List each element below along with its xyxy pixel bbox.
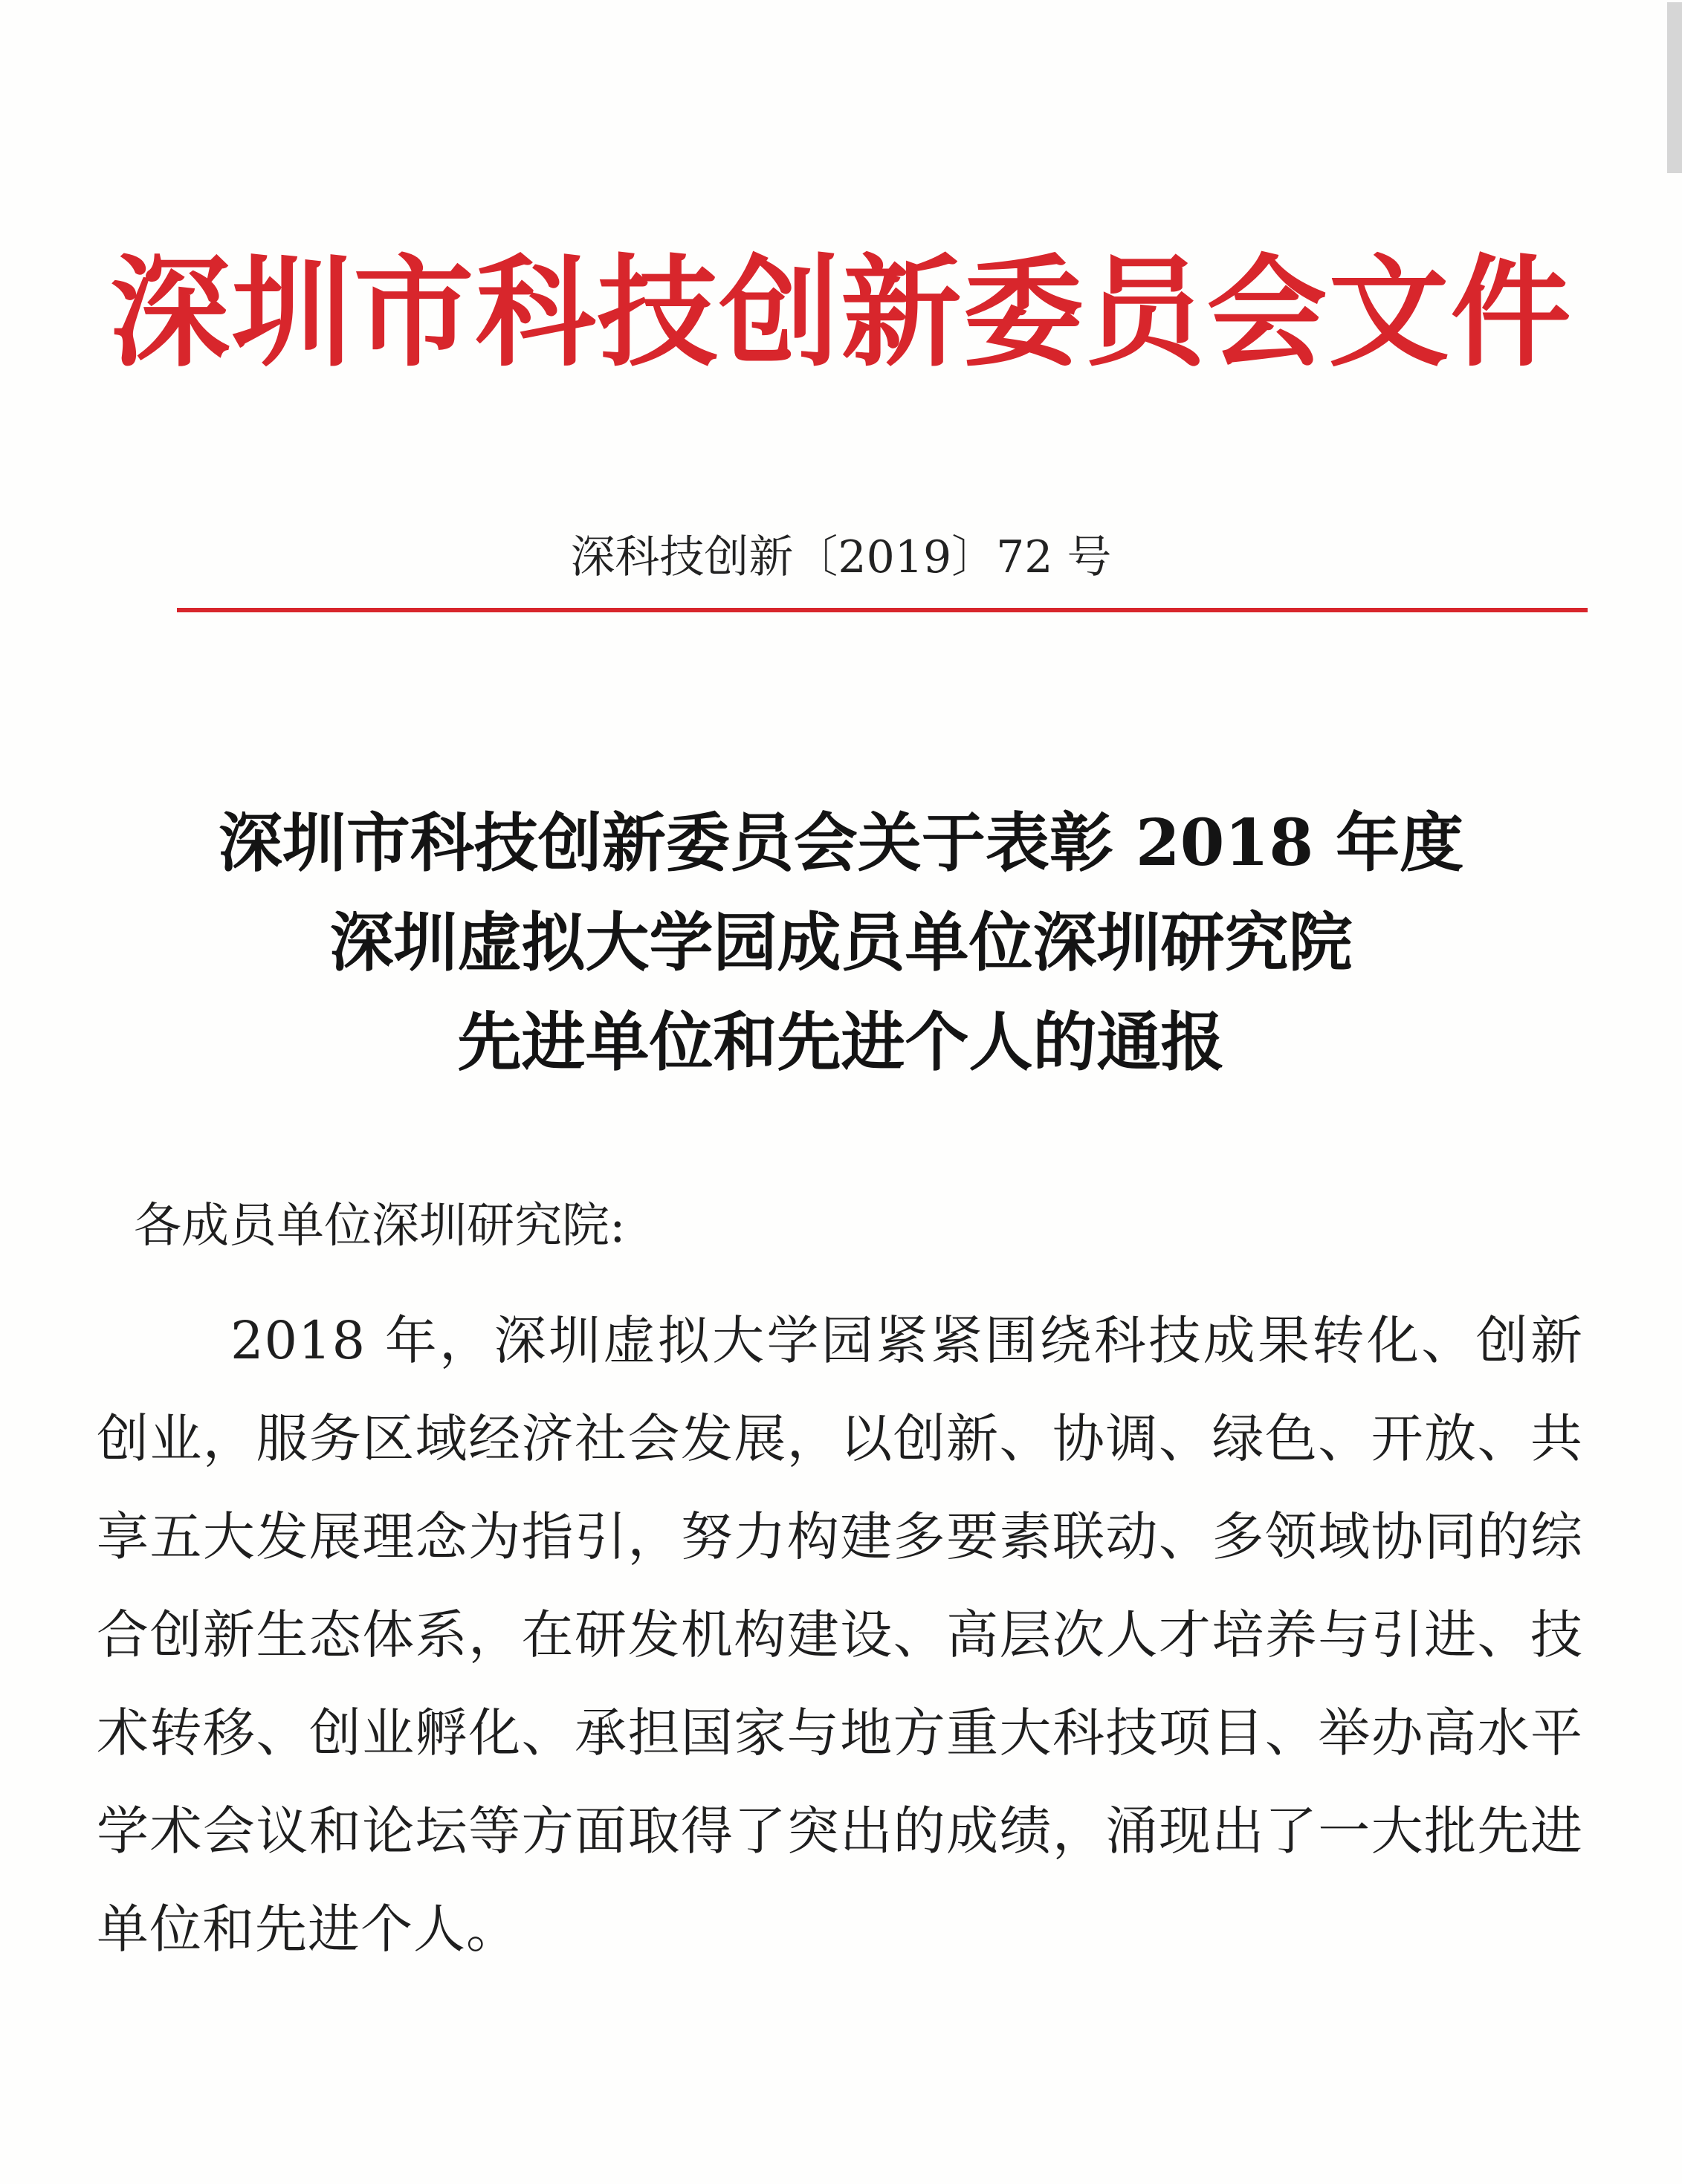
notice-title xyxy=(0,794,1682,1092)
scan-edge-shadow xyxy=(1667,2,1682,173)
salutation: 各成员单位深圳研究院: xyxy=(134,1199,626,1254)
masthead-title: 深圳市科技创新委员会文件 xyxy=(109,244,1573,383)
notice-title-line-1: 深圳市科技创新委员会关于表彰 2018 年度 xyxy=(218,806,1464,881)
body-paragraph: 2018 年，深圳虚拟大学园紧紧围绕科技成果转化、创新创业，服务区域经济社会发展，以创新、协调、绿色、开放、共享五大发展理念为指引，努力构建多要素联动、多领域协同的综合创新生态体系，在研发机构建设、高层次人才培养与引进、技术转移、创业孵化、承担国家与地方重大科技项目、举办高水平学术会议和论坛等方面取得了突出的成绩，涌现出了一大批先进单位和先进个人。 xyxy=(97,1310,1583,1960)
notice-title-line-2: 深圳虚拟大学园成员单位深圳研究院 xyxy=(329,905,1353,980)
notice-title-line-3: 先进单位和先进个人的通报 xyxy=(457,1005,1225,1080)
document-number: 深科技创新〔2019〕72 号 xyxy=(570,531,1112,583)
red-divider-line xyxy=(177,608,1588,612)
